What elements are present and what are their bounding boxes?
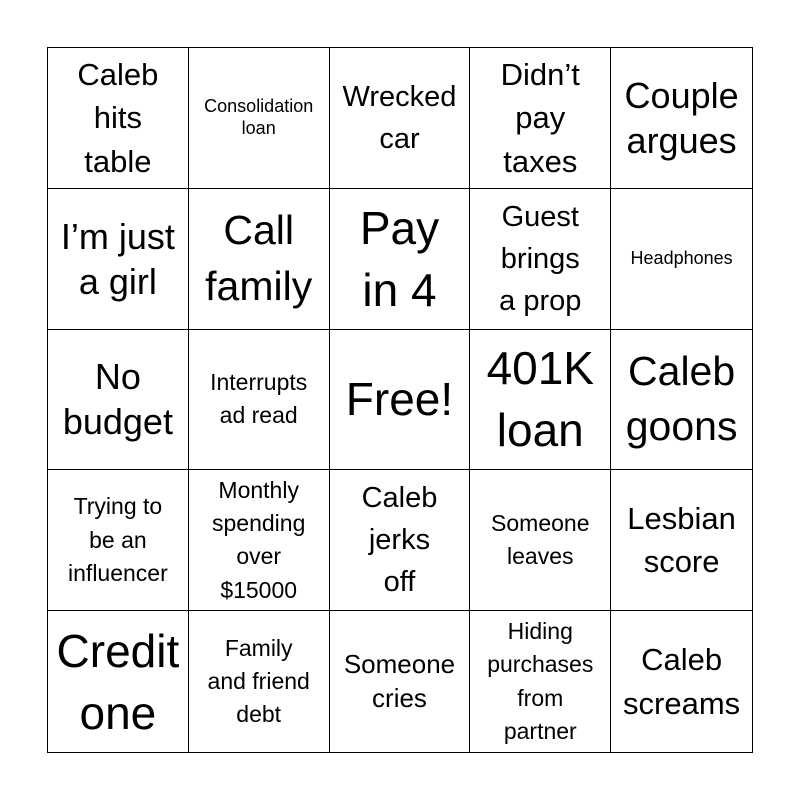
bingo-cell-r1c2[interactable]: [189, 48, 330, 189]
bingo-cell-text: Caleb hits table: [77, 56, 159, 179]
bingo-cell-r2c3[interactable]: [330, 189, 471, 330]
bingo-cell-r4c3[interactable]: [330, 470, 471, 611]
bingo-cell-text: Wrecked car: [342, 80, 457, 155]
bingo-cell-text: Trying to be an influencer: [68, 493, 168, 586]
bingo-cell-r5c2[interactable]: [189, 611, 330, 752]
bingo-cell-r4c1[interactable]: [48, 470, 189, 611]
bingo-cell-text: 401K loan: [486, 342, 594, 457]
bingo-cell-text: Caleb screams: [623, 642, 741, 721]
bingo-cell-text: Credit one: [56, 624, 180, 739]
bingo-cell-r4c5[interactable]: [611, 470, 752, 611]
bingo-cell-r3c1[interactable]: [48, 330, 189, 471]
bingo-cell-r2c4[interactable]: [470, 189, 611, 330]
bingo-cell-r1c4[interactable]: [470, 48, 611, 189]
bingo-cell-text: Consolidation loan: [204, 96, 314, 138]
bingo-cell-r3c4[interactable]: [470, 330, 611, 471]
bingo-cell-r1c3[interactable]: [330, 48, 471, 189]
bingo-cell-r2c5[interactable]: [611, 189, 752, 330]
bingo-cell-text: I’m just a girl: [60, 215, 175, 302]
bingo-cell-text: Someone cries: [343, 648, 456, 713]
bingo-cell-text: Family and friend debt: [207, 634, 310, 728]
bingo-cell-text: Didn’t pay taxes: [500, 56, 580, 179]
bingo-cell-text: Headphones: [630, 247, 733, 268]
bingo-cell-text: Hiding purchases from partner: [487, 617, 594, 744]
bingo-cell-text: Caleb goons: [625, 348, 738, 450]
bingo-cell-text: Monthly spending over $15000: [212, 476, 306, 603]
bingo-cell-text: No budget: [62, 356, 173, 443]
bingo-cell-r4c4[interactable]: [470, 470, 611, 611]
bingo-cell-r3c2[interactable]: [189, 330, 330, 471]
bingo-cell-r5c5[interactable]: [611, 611, 752, 752]
bingo-cell-text: Guest brings a prop: [499, 200, 582, 317]
bingo-cell-text: Someone leaves: [491, 509, 590, 570]
bingo-cell-text: Couple argues: [624, 74, 739, 161]
bingo-cell-r5c4[interactable]: [470, 611, 611, 752]
bingo-cell-r5c3[interactable]: [330, 611, 471, 752]
bingo-cell-r1c5[interactable]: [611, 48, 752, 189]
bingo-cell-r4c2[interactable]: [189, 470, 330, 611]
bingo-cell-r5c1[interactable]: [48, 611, 189, 752]
free-space[interactable]: [330, 330, 471, 471]
bingo-cell-r2c2[interactable]: [189, 189, 330, 330]
bingo-cell-text: Lesbian score: [627, 500, 736, 580]
bingo-board: [47, 47, 753, 753]
bingo-cell-r3c5[interactable]: [611, 330, 752, 471]
free-space-text: Free!: [345, 372, 454, 425]
bingo-cell-text: Caleb jerks off: [361, 482, 438, 599]
bingo-cell-r2c1[interactable]: [48, 189, 189, 330]
bingo-cell-r1c1[interactable]: [48, 48, 189, 189]
bingo-cell-text: Call family: [205, 207, 313, 309]
bingo-cell-text: Interrupts ad read: [210, 369, 308, 429]
bingo-cell-text: Pay in 4: [359, 201, 440, 316]
